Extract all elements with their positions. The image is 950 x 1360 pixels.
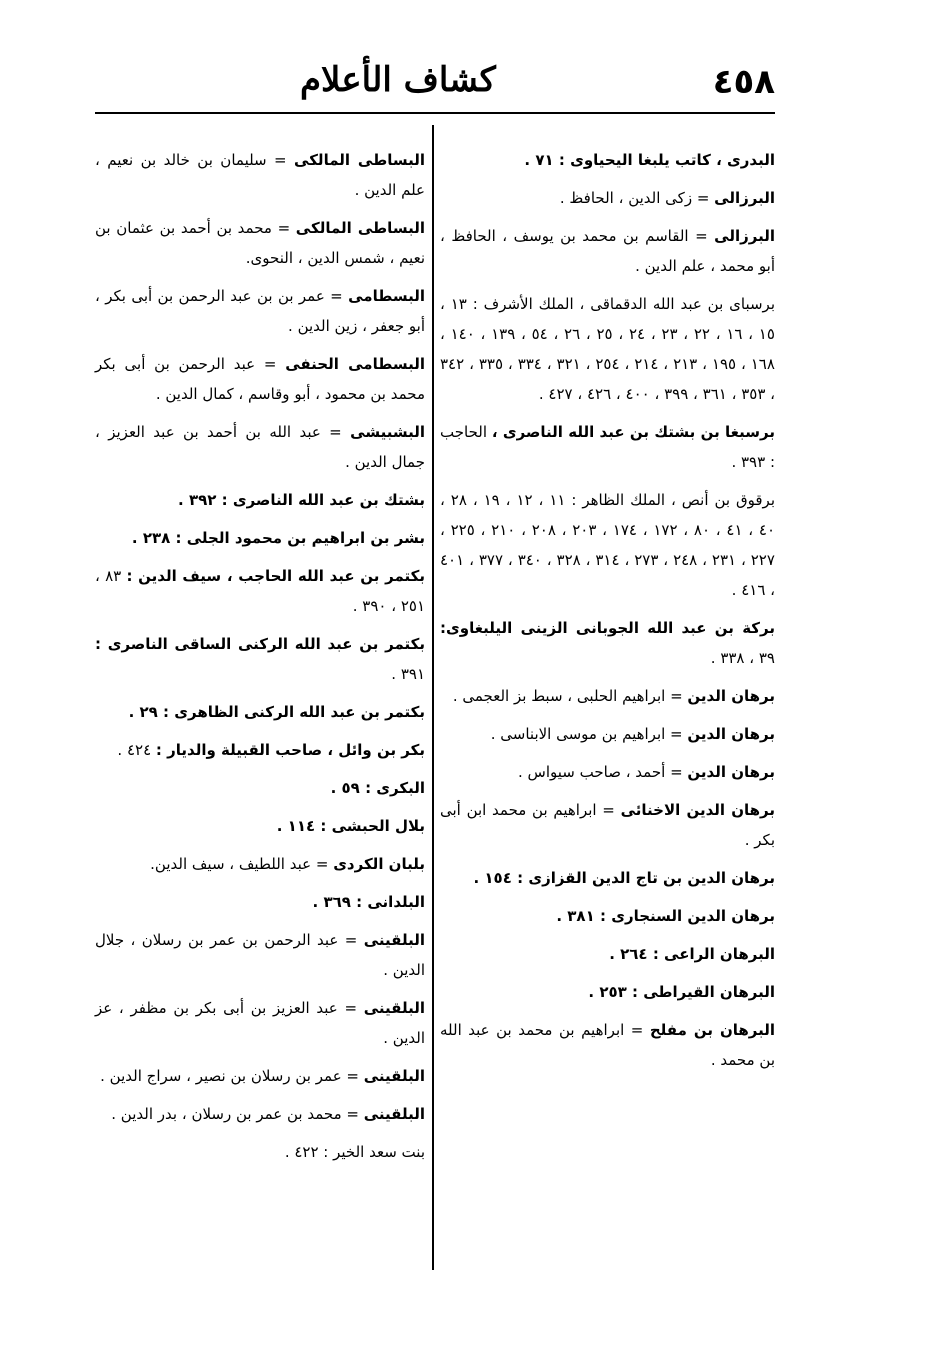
entry-detail: = أحمد ، صاحب سيواس . [518,763,688,781]
entry-detail: = محمد بن عمر بن رسلان ، بدر الدين . [111,1105,364,1123]
index-entry [440,183,775,213]
index-entry [95,213,425,273]
entry-head: البلدانى : ٣٦٩ . [312,893,425,911]
entry-detail: = عبد الرحمن بن أبى بكر محمد بن محمود ، أبو وقاسم ، كمال الدين . [95,355,425,403]
entry-detail: = ابراهيم الحلبى ، سبط بز العجمى . [452,687,688,705]
index-entry [95,417,425,477]
entry-head: البساطى المالكى [295,219,425,237]
entry-head: برهان الدين [687,725,775,743]
index-entry [95,1099,425,1129]
entry-detail: = عبد الرحمن بن عمر بن رسلان ، جلال الدين . [95,931,425,979]
entry-detail: = محمد بن أحمد بن عثمان بن نعيم ، شمس الدين ، النحوى. [95,219,425,267]
entry-head: البكرى : ٥٩ . [330,779,425,797]
entry-head: برسبغا بن بشتك بن عبد الله الناصرى ، [491,423,775,441]
index-entry [95,773,425,803]
entry-detail: = زكى الدين ، الحافظ . [559,189,715,207]
entry-head: البدرى ، كاتب يلبغا اليحياوى : ٧١ . [524,151,775,169]
index-entry [440,145,775,175]
index-entry [440,863,775,893]
index-entry [95,993,425,1053]
index-entry [95,811,425,841]
page-header [95,60,775,110]
entry-head: بلبان الكردى [333,855,425,873]
entry-head: بشر بن ابراهيم بن محمود الجلى : ٢٣٨ . [131,529,425,547]
index-entry [95,1061,425,1091]
index-entry [440,901,775,931]
index-entry [440,977,775,1007]
entry-head: بركة بن عبد الله الجوبانى الزينى اليلبغاوى: [440,619,775,637]
index-entry [95,629,425,689]
entry-detail: = ابراهيم بن محمد ابن أبى بكر . [440,801,775,849]
entry-detail: ٣٩ ، ٣٣٨ . [710,649,775,667]
entry-detail: = القاسم بن محمد بن يوسف ، الحافظ ، أبو محمد ، علم الدين . [440,227,775,275]
index-entry [95,735,425,765]
entry-detail: = عمر بن رسلان بن نصير ، سراج الدين . [100,1067,364,1085]
entry-head: بكتمر بن عبد الله الحاجب ، سيف الدين : [126,567,425,585]
index-entry [440,289,775,409]
entry-head: بكتمر بن عبد الله الركنى الساقى الناصرى : [95,635,425,653]
entry-head: البرهان الراعى : ٢٦٤ . [609,945,775,963]
entry-head: البلقينى [363,931,425,949]
index-entry [95,145,425,205]
left-column [95,145,425,1175]
right-column [440,145,775,1083]
entry-head: برهان الدين [687,763,775,781]
entry-detail: ٨٣ ، ٢٥١ ، ٣٩٠ . [95,567,425,615]
entry-head: البشبيشى [350,423,425,441]
index-entry [440,939,775,969]
index-entry [95,887,425,917]
entry-head: البلقينى [363,1105,425,1123]
index-entry [95,281,425,341]
entry-detail: برقوق بن أنص ، الملك الظاهر : ١١ ، ١٢ ، ١٩ ، ٢٨ ، ٤٠ ، ٤١ ، ٨٠ ، ١٧٢ ، ١٧٤ ، ٢٠٣ ، ٢٠٨ ، ٢١٠ ، ٢٢٥ ، ٢٢٧ ، ٢٣١ ، ٢٤٨ ، ٢٧٣ ، ٣١٤ ، ٣٢٨ ، ٣٤٠ ، ٣٧٧ ، ٤٠١ ، ٤١٦ . [440,491,776,599]
entry-head: البرهان القيراطى : ٢٥٣ . [588,983,775,1001]
entry-head: البسطامى الحنفى [285,355,425,373]
entry-head: بكر بن وائل ، صاحب القبيلة والديار : [155,741,425,759]
entry-head: بكتمر بن عبد الله الركنى الظاهرى : ٢٩ . [128,703,425,721]
entry-detail: = عبد الله بن أحمد بن عبد العزيز ، جمال الدين . [95,423,425,471]
index-entry [440,757,775,787]
entry-head: برهان الدين [687,687,775,705]
entry-head: برهان الدين الاخنائى [620,801,776,819]
entry-detail: = عبد اللطيف ، سيف الدين. [150,855,334,873]
entry-detail: = عمر بن بن عبد الرحمن بن أبى بكر ، أبو جعفر ، زين الدين . [95,287,425,335]
page-number: ٤٥٨ [712,62,775,102]
index-entry [95,925,425,985]
entry-detail: برسباى بن عبد الله الدقماقى ، الملك الأشرف : ١٣ ، ١٥ ، ١٦ ، ٢٢ ، ٢٣ ، ٢٤ ، ٢٥ ، ٢٦ ، ٥٤ ، ١٣٩ ، ١٤٠ ، ١٦٨ ، ١٩٥ ، ٢١٣ ، ٢١٤ ، ٢٥٤ ، ٣٢١ ، ٣٣٤ ، ٣٣٥ ، ٣٤٢ ، ٣٥٣ ، ٣٦١ ، ٣٩٩ ، ٤٠٠ ، ٤٢٦ ، ٤٢٧ . [440,295,775,403]
index-entry [95,697,425,727]
index-entry [440,417,775,477]
index-entry [440,613,775,673]
entry-head: البرزالى [714,227,775,245]
entry-head: البسطامى [348,287,425,305]
index-entry [440,221,775,281]
entry-head: البرهان بن مفلح [649,1021,776,1039]
entry-detail: = ابراهيم بن محمد بن عبد الله بن محمد . [440,1021,775,1069]
entry-detail: = عبد العزيز بن أبى بكر بن مظفر ، عز الدين . [95,999,425,1047]
index-entry [440,795,775,855]
entry-detail: ٣٩١ . [391,665,425,683]
entry-head: البرزالى [714,189,775,207]
index-entry [95,561,425,621]
entry-head: البساطى المالكى [294,151,425,169]
index-entry [95,523,425,553]
header-rule [95,112,775,114]
index-entry [95,349,425,409]
index-entry [95,485,425,515]
entry-head: البلقينى [363,999,425,1017]
entry-head: البلقينى [363,1067,425,1085]
index-entry [95,1137,425,1167]
entry-detail: = سليمان بن خالد بن نعيم ، علم الدين . [95,151,425,199]
entry-detail: الحاجب : ٣٩٣ . [440,423,775,471]
entry-head: برهان الدين بن تاج الدين القزازى : ١٥٤ . [473,869,775,887]
entry-head: بشتك بن عبد الله الناصرى : ٣٩٢ . [178,491,425,509]
entry-head: بلال الحبشى : ١١٤ . [276,817,425,835]
index-entry [440,1015,775,1075]
index-entry [95,849,425,879]
index-entry [440,681,775,711]
index-entry [440,485,775,605]
entry-head: برهان الدين السنجارى : ٣٨١ . [556,907,775,925]
entry-detail: بنت سعد الخير : ٤٢٢ . [284,1143,425,1161]
column-divider [432,125,434,1270]
page-title: كشاف الأعلام [300,60,496,100]
entry-detail: = ابراهيم بن موسى الابناسى . [490,725,688,743]
entry-detail: ٤٢٤ . [117,741,156,759]
index-entry [440,719,775,749]
